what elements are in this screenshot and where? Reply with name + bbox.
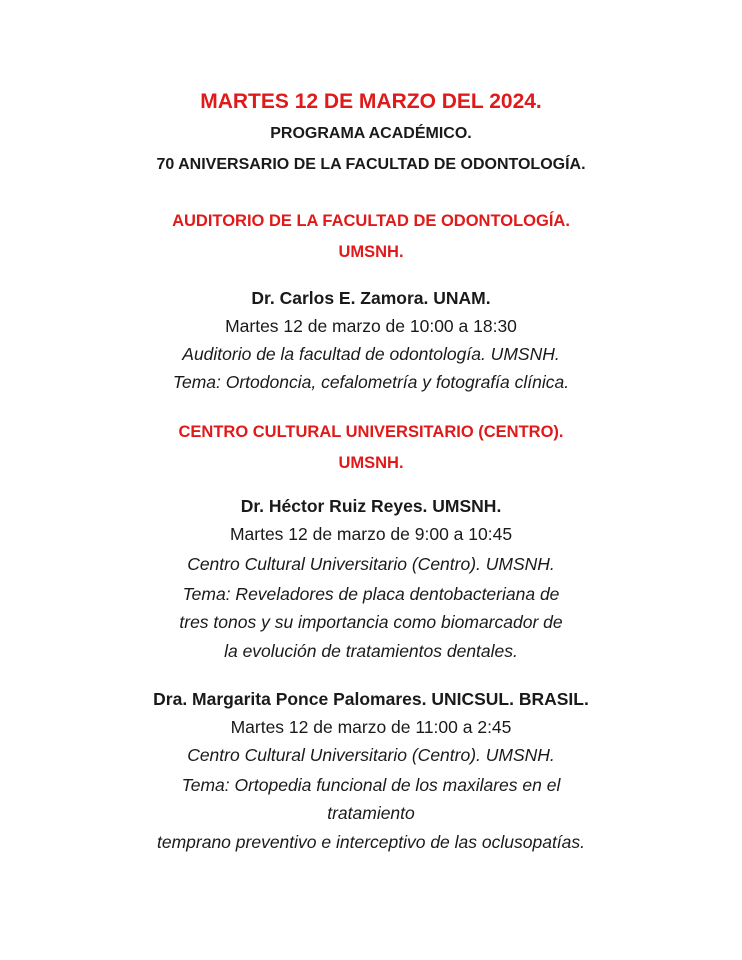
- anniversary-title: 70 ANIVERSARIO DE LA FACULTAD DE ODONTOLOGÍA.: [156, 156, 586, 173]
- venue-heading-centro-cultural-institution: UMSNH.: [338, 454, 404, 472]
- talk-topic: temprano preventivo e interceptivo de las oclusopatías.: [156, 832, 586, 852]
- program-title: PROGRAMA ACADÉMICO.: [270, 125, 472, 142]
- talk-schedule: Martes 12 de marzo de 10:00 a 18:30: [225, 316, 517, 336]
- talk-topic: la evolución de tratamientos dentales.: [224, 641, 518, 661]
- venue-heading-auditorio: AUDITORIO DE LA FACULTAD DE ODONTOLOGÍA.: [172, 212, 570, 230]
- speaker-name: Dr. Héctor Ruiz Reyes. UMSNH.: [240, 496, 502, 516]
- talk-location: Centro Cultural Universitario (Centro). UMSNH.: [187, 745, 555, 765]
- talk-topic: tratamiento: [327, 803, 415, 823]
- talk-location: Centro Cultural Universitario (Centro). UMSNH.: [187, 554, 555, 574]
- venue-heading-auditorio-institution: UMSNH.: [338, 243, 404, 261]
- talk-topic: Tema: Reveladores de placa dentobacteriana de: [182, 584, 560, 604]
- talk-location: Auditorio de la facultad de odontología. UMSNH.: [182, 344, 560, 364]
- talk-schedule: Martes 12 de marzo de 9:00 a 10:45: [229, 524, 513, 544]
- speaker-name: Dra. Margarita Ponce Palomares. UNICSUL. BRASIL.: [153, 689, 589, 709]
- talk-topic: Tema: Ortopedia funcional de los maxilares en el: [181, 775, 561, 795]
- event-date-heading: MARTES 12 DE MARZO DEL 2024.: [200, 90, 542, 113]
- speaker-name: Dr. Carlos E. Zamora. UNAM.: [251, 288, 491, 308]
- talk-topic: Tema: Ortodoncia, cefalometría y fotografía clínica.: [172, 372, 570, 392]
- venue-heading-centro-cultural: CENTRO CULTURAL UNIVERSITARIO (CENTRO).: [178, 423, 564, 441]
- talk-topic: tres tonos y su importancia como biomarcador de: [179, 612, 563, 632]
- talk-schedule: Martes 12 de marzo de 11:00 a 2:45: [230, 717, 512, 737]
